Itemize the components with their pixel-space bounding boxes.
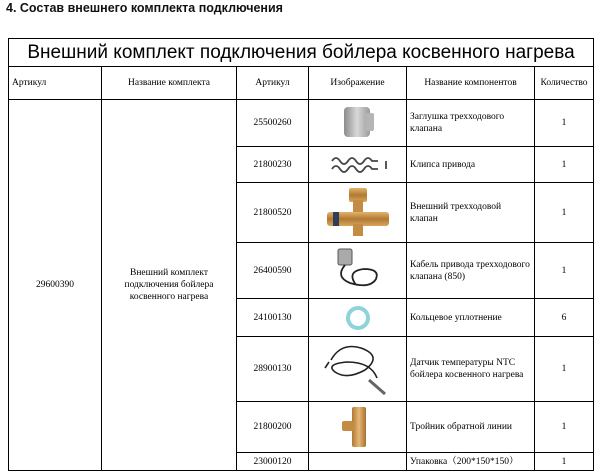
header-article: Артикул xyxy=(9,67,102,100)
component-qty: 1 xyxy=(535,453,594,471)
component-name: Тройник обратной линии xyxy=(407,402,535,453)
table-row xyxy=(9,100,594,147)
component-article: 28900130 xyxy=(237,337,309,402)
valve-image xyxy=(309,183,407,243)
packaging-image-cell xyxy=(309,453,407,471)
component-name: Внешний трехходовой клапан xyxy=(407,183,535,243)
component-name: Заглушка трехходового клапана xyxy=(407,100,535,147)
clip-image xyxy=(309,147,407,183)
header-quantity: Количество xyxy=(535,67,594,100)
header-row xyxy=(9,67,594,100)
sensor-image xyxy=(309,337,407,402)
component-article: 21800520 xyxy=(237,183,309,243)
header-image: Изображение xyxy=(309,67,407,100)
component-article: 26400590 xyxy=(237,243,309,299)
component-qty: 6 xyxy=(535,299,594,337)
kit-article: 29600390 xyxy=(9,100,102,471)
component-article: 24100130 xyxy=(237,299,309,337)
component-qty: 1 xyxy=(535,243,594,299)
component-name: Клипса привода xyxy=(407,147,535,183)
component-qty: 1 xyxy=(535,100,594,147)
kit-name: Внешний комплект подключения бойлера косвенного нагрева xyxy=(102,100,237,471)
component-article: 21800200 xyxy=(237,402,309,453)
o-ring-image xyxy=(309,299,407,337)
component-name: Упаковка（200*150*150） xyxy=(407,453,535,471)
component-qty: 1 xyxy=(535,147,594,183)
component-name: Кольцевое уплотнение xyxy=(407,299,535,337)
component-name: Датчик температуры NTC бойлера косвенного нагрева xyxy=(407,337,535,402)
tee-image xyxy=(309,402,407,453)
section-heading: 4. Состав внешнего комплекта подключения xyxy=(6,1,283,15)
component-qty: 1 xyxy=(535,337,594,402)
header-article-component: Артикул xyxy=(237,67,309,100)
header-kit-name: Название комплекта xyxy=(102,67,237,100)
header-component-name: Название компонентов xyxy=(407,67,535,100)
component-name: Кабель привода трехходового клапана (850) xyxy=(407,243,535,299)
plug-image xyxy=(309,100,407,147)
kit-table xyxy=(8,38,594,471)
component-article: 23000120 xyxy=(237,453,309,471)
component-article: 25500260 xyxy=(237,100,309,147)
table-title: Внешний комплект подключения бойлера косвенного нагрева xyxy=(9,39,594,67)
component-qty: 1 xyxy=(535,402,594,453)
component-article: 21800230 xyxy=(237,147,309,183)
cable-image xyxy=(309,243,407,299)
component-qty: 1 xyxy=(535,183,594,243)
